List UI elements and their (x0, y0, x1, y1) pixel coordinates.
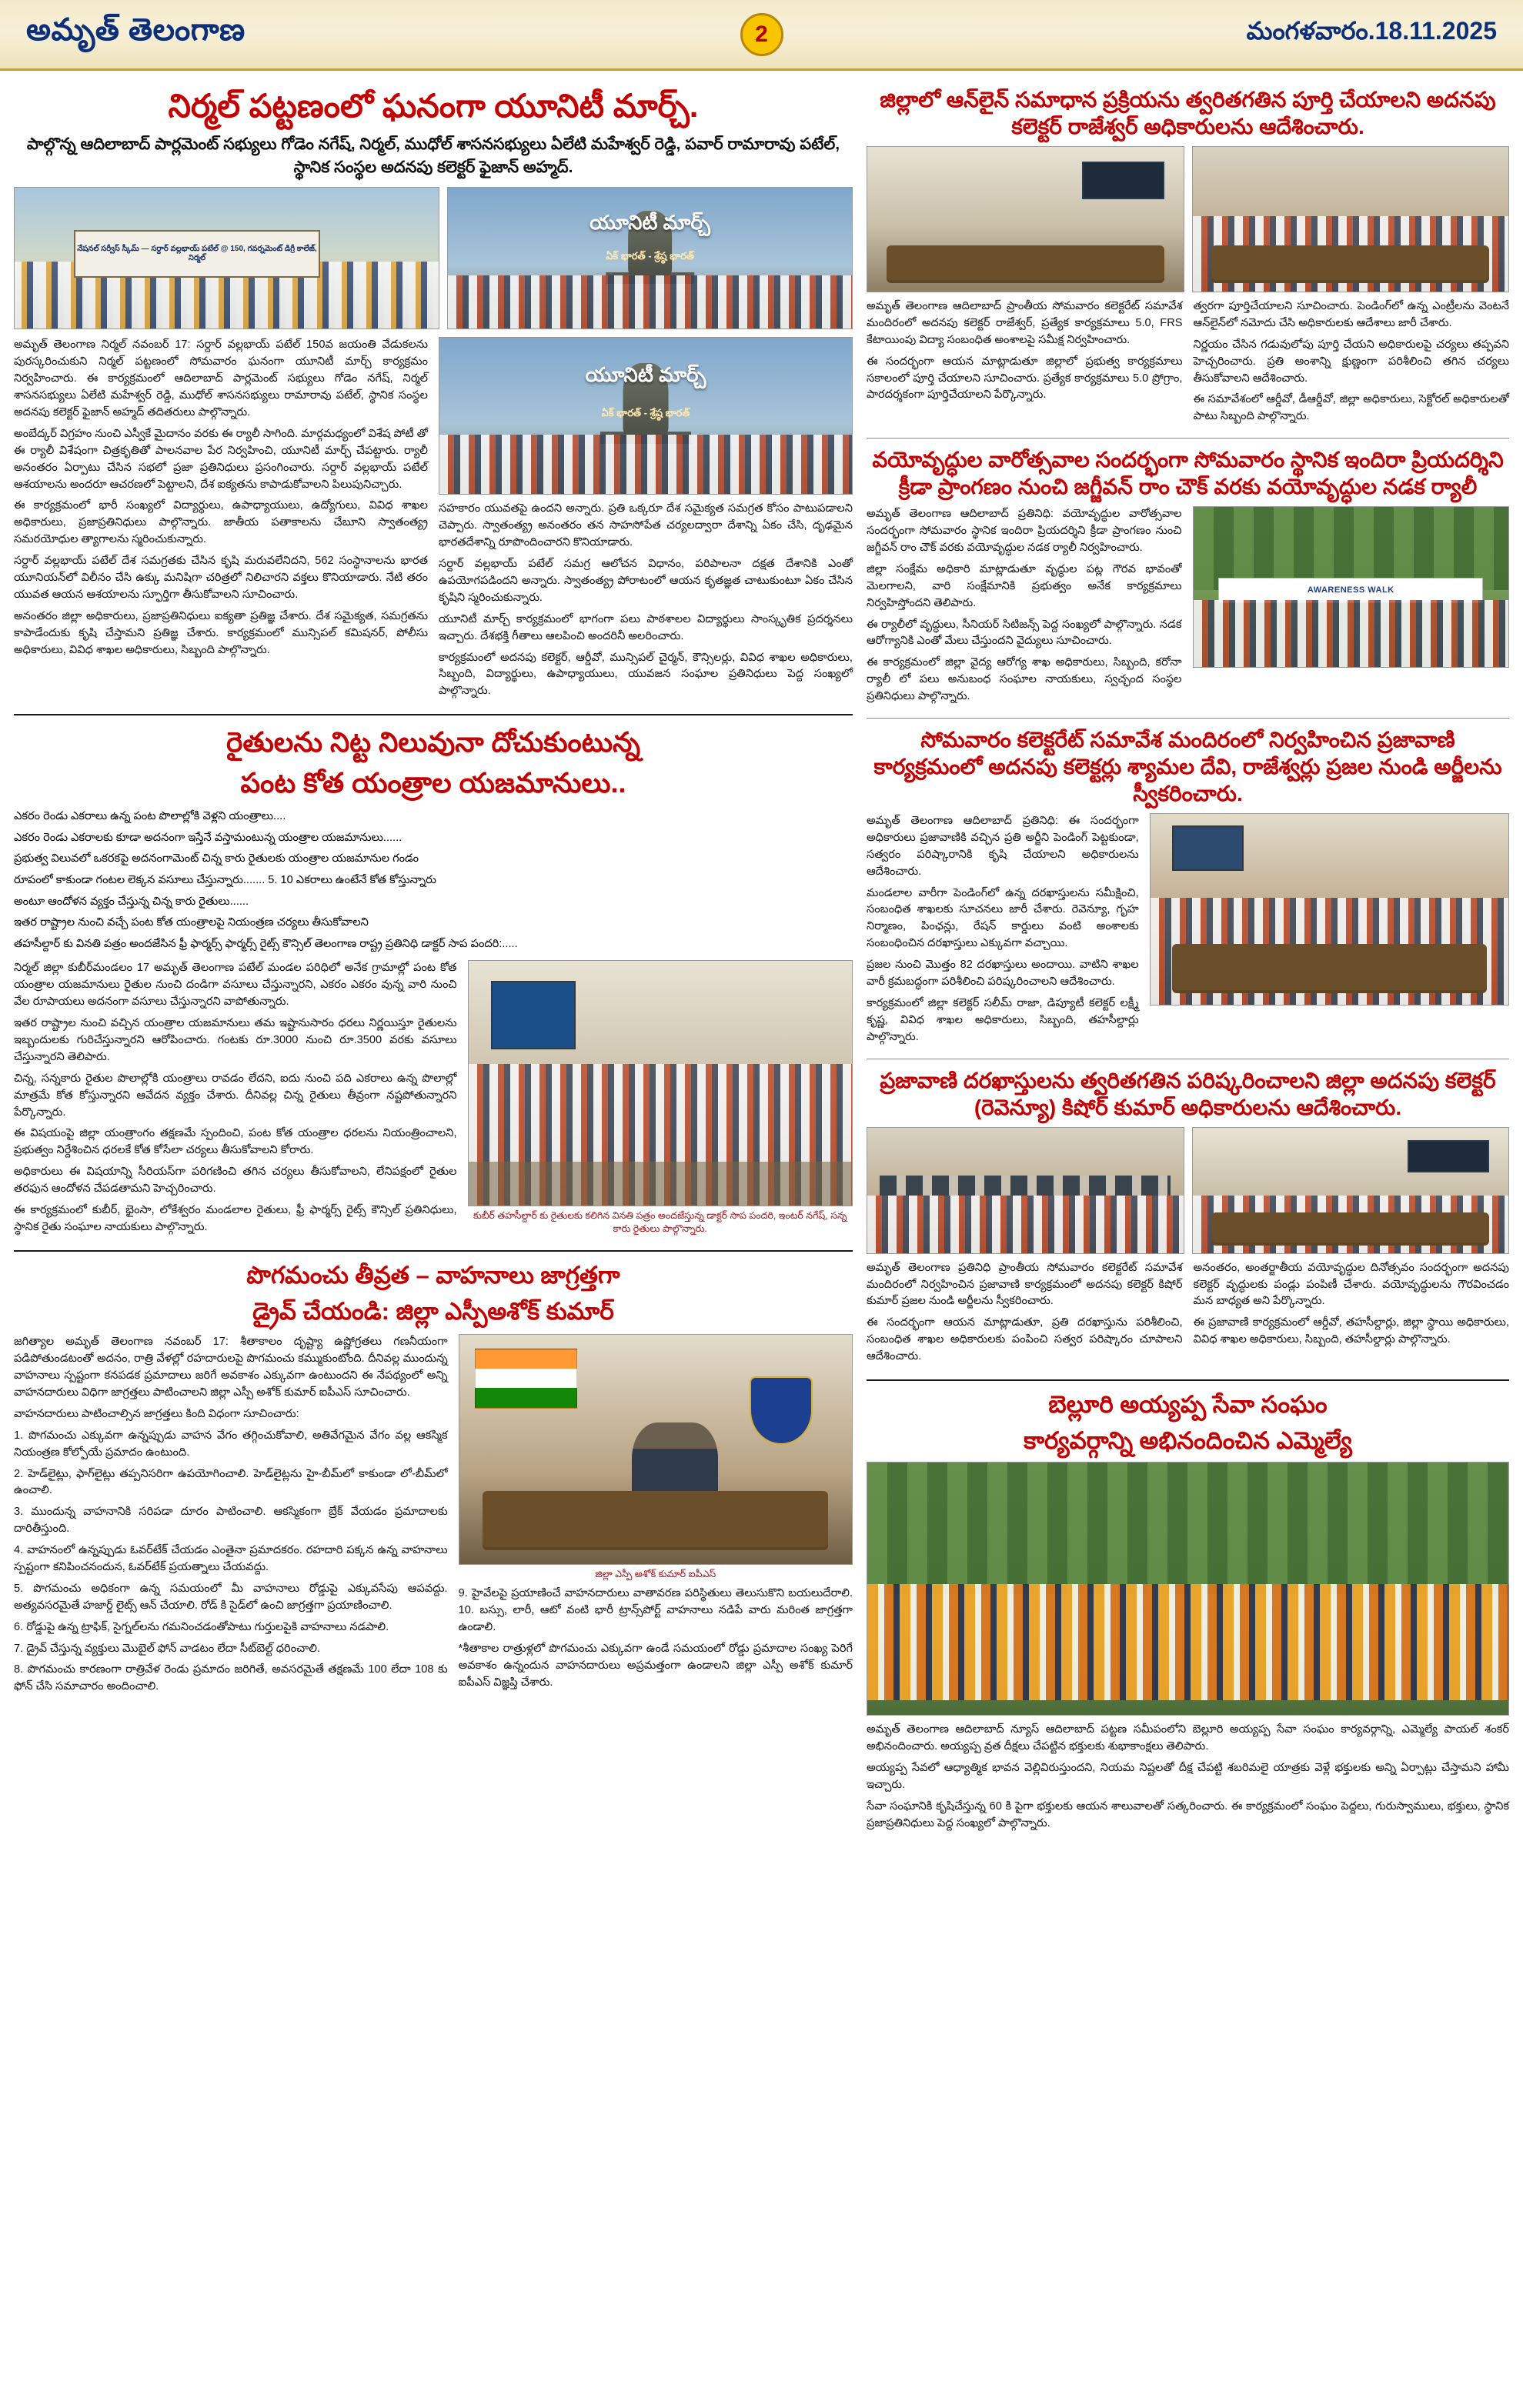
point: 8. పొగమంచు కారణంగా రాత్రివేళ రెండు ప్రమాదం జరిగితే, అవసరమైతే తక్షణమే 100 లేదా 108 కు ఫోన్ చేసి సమాచారం అందించాలి. (14, 1663, 448, 1693)
paragraph: జగిత్యాల అమృత్ తెలంగాణ నవంబర్ 17: శీతాకాలం దృష్ట్యా ఉష్ణోగ్రతలు గణనీయంగా పడిపోతుండటంతో అదనం, రాత్రి వేళల్లో రహదారులపై పొగమంచు కమ్ముకుంటోంది. దీనివల్ల ముందున్న వాహనాలు స్పష్టంగా కనపడక ప్రమాదాలు జరిగే అవకాశం ఎక్కువగా ఉంటుందని ఈ నేపథ్యంలో అన్ని వాహనదారులు విధిగా జాగ్రత్తలు పాటించాలని జిల్లా ఎస్పీ అశోక్ కుమార్ ఐపీఎస్ సూచించారు. (14, 1336, 448, 1399)
unity-march-banner-title: యూనిటీ మార్చ్ (585, 362, 706, 386)
point: 4. వాహనంలో ఉన్నప్పుడు ఓవర్‌టేక్ చేయడం ఎంతైనా ప్రమాదకరం. రహదారి పక్కన ఉన్న వాహనాలు స్పష్టంగా కనిపించనందున, ఓవర్‌టేక్ ప్రయత్నాలు చేయవద్దు. (14, 1544, 448, 1573)
article5-headline: వయోవృద్ధుల వారోత్సవాల సందర్భంగా సోమవారం స్థానిక ఇందిరా ప్రియదర్శిని క్రీడా ప్రాంగణం నుంచి జగ్జీవన్ రాం చౌక్ వరకు వయోవృద్ధుల నడక ర్యాలీ (872, 448, 1504, 499)
article8-headline-line2: కార్యవర్గాన్ని అభినందించిన ఎమ్మెల్యే (1024, 1426, 1352, 1454)
article2-headline-line2: పంట కోత యంత్రాల యజమానులు.. (240, 767, 626, 799)
police-emblem-icon (750, 1376, 813, 1445)
office-desk (483, 1491, 828, 1550)
wall-notice-board (1172, 825, 1244, 872)
photo-people-layer (867, 1196, 1184, 1253)
article7-body-right (1194, 1260, 1510, 1370)
section-divider (867, 1379, 1509, 1381)
photo-additional-collector-desk (867, 146, 1184, 292)
article1-right-side (439, 337, 853, 705)
article6-headline: సోమవారం కలెక్టరేట్ సమావేశ మందిరంలో నిర్వహించిన ప్రజావాణి కార్యక్రమంలో అదనపు కలెక్టర్లు శ్యామల దేవి, రాజేశ్వర్లు ప్రజల నుండి అర్జీలను స్వీకరించారు. (873, 728, 1502, 806)
article7-headline: ప్రజావాణి దరఖాస్తులను త్వరితగతిన పరిష్కరించాలని జిల్లా అదనపు కలెక్టర్ (రెవెన్యూ) కిషోర్ కుమార్ అధికారులను ఆదేశించారు. (880, 1068, 1496, 1119)
office-desk (887, 245, 1164, 283)
paragraph: వాహనదారులు పాటించాల్సిన జాగ్రత్తలు కింది విధంగా సూచించారు: (14, 1407, 299, 1420)
conference-table (1211, 245, 1489, 283)
wall-screen (1408, 1140, 1490, 1172)
article6-content (867, 813, 1509, 1051)
masthead (0, 0, 1523, 71)
paragraph: ఈ కార్యక్రమంలో జిల్లా వైద్య ఆరోగ్య శాఖ అధికారులు, సిబ్బంది, కరోనా ర్యాలీ లో పలు అనుబంధ సంఘాల నాయకులు, స్వచ్ఛంద సంస్థల ప్రతినిధులు పాల్గొన్నారు. (867, 656, 1182, 703)
article5-body (867, 506, 1182, 710)
section-divider (14, 1250, 853, 1252)
article3-text-right (459, 1586, 853, 1691)
unity-march-banner-title: యూనిటీ మార్చ్ (589, 210, 710, 234)
paragraph: ఈ సమావేశంలో ఆర్డీవో, డీఆర్డీవో, జిల్లా అధికారులు, సెక్టోరల్ అధికారులతో పాటు సిబ్బంది పాల్గొన్నారు. (1193, 393, 1509, 423)
article3-text-left (14, 1334, 448, 1700)
article1-body-left (14, 337, 428, 705)
point: ప్రభుత్వ విలువలో ఒకరకపై అదనంగామెంట్ చిన్న కారు రైతులకు యంత్రాల యజమానుల గండం (14, 852, 419, 865)
article2-points (14, 808, 853, 952)
article4-headline: జిల్లాలో ఆన్‌లైన్ సమాధాన ప్రక్రియను త్వరితగతిన పూర్తి చేయాలని అదనపు కలెక్టర్ రాజేశ్వర్ అధికారులను ఆదేశించారు. (880, 88, 1496, 138)
paragraph: అంబేద్కర్ విగ్రహం నుంచి ఎస్వీకే మైదానం వరకు ఈ ర్యాలీ సాగింది. మార్గమధ్యంలో విశేష పోటీ తో ఈ ర్యాలీ విశేషంగా చిత్రకృతితో పాలనవాల పేర నిర్వహించి, యూనిటీ మార్చ్ చేపట్టారు. ర్యాలీ అనంతరం ఏర్పాటు చేసిన సభలో ప్రజా ప్రతినిధులు ప్రసంగించారు. సర్దార్ వల్లభాయ్ పటేల్ ఆశయాలను అందరూ ఆచరణలో పెట్టాలని, దేశ ఐక్యతను కాపాడుకోవాలని పిలుపునిచ్చారు. (14, 427, 428, 491)
article4-photo-row (867, 146, 1509, 292)
paragraph: అమృత్ తెలంగాణ ఆదిలాబాద్ ప్రతినిధి: ఈ సందర్భంగా అధికారులు ప్రజావాణికి వచ్చిన ప్రతి అర్జీని పెండింగ్ పెట్టకుండా, సత్వరం పరిష్కారానికి కృషి చేయాలని అధికారులను ఆదేశించారు. (867, 815, 1139, 878)
paragraph: ప్రజల నుంచి మొత్తం 82 దరఖాస్తులు అందాయి. వాటిని శాఖల వారీ క్రమబద్ధంగా పరిశీలించి పరిష్కరించాలని ఆదేశించారు. (867, 959, 1139, 989)
paragraph: ఈ ర్యాలీలో వృద్ధులు, సీనియర్ సిటిజన్స్ పెద్ద సంఖ్యలో పాల్గొన్నారు. నడక ఆరోగ్యానికి ఎంతో మేలు చేస్తుందని వైద్యులు సూచించారు. (867, 618, 1182, 648)
paragraph: ఇతర రాష్ట్రాల నుంచి వచ్చిన యంత్రాల యజమానులు తమ ఇష్టానుసారం ధరలు నిర్ణయిస్తూ రైతులను ఇబ్బందులకు గురిచేస్తున్నారని ఆరోపించారు. గంటకు రూ.3000 నుంచి రూ.3500 వరకు వసూలు చేస్తున్నారని తెలిపారు. (14, 1017, 457, 1063)
point: 5. పొగమంచు అధికంగా ఉన్న సమయంలో మీ వాహనాలు రోడ్డుపై ఎక్కువసేపు ఆపవద్దు. అత్యవసరమైతే హజార్డ్ లైట్స్ ఆన్ చేయాలి. రోడ్ కి సైడ్‌లో ఉంచి జాగ్రత్తగా ప్రయాణించాలి. (14, 1582, 448, 1612)
office-desk (1211, 1212, 1489, 1245)
paragraph: అధికారులు ఈ విషయాన్ని సీరియస్‌గా పరిగణించి తగిన చర్యలు తీసుకోవాలని, లేనిపక్షంలో రైతుల తరఫున ఆందోళన చేపడతామని హెచ్చరించారు. (14, 1166, 457, 1196)
article4-body-right (1194, 298, 1510, 430)
right-column (867, 82, 1509, 1840)
article2-photo-wrap (468, 960, 853, 1240)
publication-date: మంగళవారం.18.11.2025 (1246, 17, 1497, 45)
point: 9. హైవేలపై ప్రయాణించే వాహనదారులు వాతావరణ పరిస్థితులు తెలుసుకొని బయలుదేరాలి. 10. బస్సు, లారీ, ఆటో వంటి భారీ ట్రాన్స్‌పోర్ట్ వాహనాలు నడిపే వారు మరింత జాగ్రత్తగా ఉండాలి. (458, 1587, 853, 1633)
point: 6. రోడ్డుపై ఉన్న ట్రాఫిక్, సైగ్నల్‌లను గమనించడంతోపాటు గుర్తులపైకి వాహనాలు నడపాలి. (14, 1620, 389, 1633)
point: రూపంలో కాకుండా గంటల లెక్కన వసూలు చేస్తున్నారు....... 5. 10 ఎకరాలు ఉంటేనే కోత కోస్తున్నారు (14, 874, 436, 886)
point: *శీతాకాల రాత్రుళ్లలో పొగమంచు ఎక్కువగా ఉండే సమయంలో రోడ్డు ప్రమాదాల సంఖ్య పెరిగే అవకాశం ఉన్నందున వాహనదారులు అప్రమత్తంగా ఉండాలని జిల్లా ఎస్పీ అశోక్ కుమార్ ఐపీఎస్ విజ్ఞప్తి చేశారు. (458, 1642, 853, 1689)
article-harvester-owners (14, 725, 853, 1241)
article-prajavani-revenue (867, 1067, 1509, 1370)
paragraph: అనంతరం, అంతర్జాతీయ వయోవృద్ధుల దినోత్సవం సందర్భంగా అదనపు కలెక్టర్ వృద్ధులకు పండ్లు పంపిణీ చేశారు. వయోవృద్ధులను గౌరవించడం మన బాధ్యత అని పేర్కొన్నారు. (1193, 1261, 1509, 1308)
article1-headline: నిర్మల్ పట్టణంలో ఘనంగా యూనిటీ మార్చ్. (168, 88, 699, 124)
article-unity-march (14, 86, 853, 705)
article3-right-side (459, 1334, 853, 1700)
paragraph: సర్దార్ వల్లభాయ్ పటేల్ దేశ సమగ్రతకు చేసిన కృషి మరువలేనిదని, 562 సంస్థానాలను భారత యూనియన్‌లో విలీనం చేసి ఉక్కు మనిషిగా చరిత్రలో నిలిచారని వక్తలు కొనియాడారు. నేటి తరం యువత ఆయన ఆశయాలను స్ఫూర్తిగా తీసుకోవాలని సూచించారు. (14, 555, 428, 601)
photo-prajavani-petitions (1150, 813, 1509, 1006)
awareness-walk-banner: AWARENESS WALK (1218, 578, 1483, 603)
paragraph: అమృత్ తెలంగాణ ఆదిలాబాద్ న్యూస్ ఆదిలాబాద్ పట్టణ సమీపంలోని బెల్లూరి అయ్యప్ప సేవా సంఘం కార్యవర్గాన్ని, ఎమ్మెల్యే పాయల్ శంకర్ అభినందించారు. అయ్యప్ప వ్రత దీక్షలు చేపట్టిన భక్తులకు శుభాకాంక్షలు తెలిపారు. (867, 1723, 1509, 1753)
point: 2. హెడ్‌లైట్లు, ఫాగ్‌లైట్లు తప్పనిసరిగా ఉపయోగించాలి. హెడ్‌లైట్లను హై-బీమ్‌లో కాకుండా లో-బీమ్‌లో ఉంచాలి. (14, 1467, 448, 1497)
paragraph: అయ్యప్ప సేవలో ఆధ్యాత్మిక భావన వెల్లివిరుస్తుందని, నియమ నిష్టలతో దీక్ష చేపట్టి శబరిమలై యాత్రకు వెళ్లే భక్తులకు అన్ని ఏర్పాట్లు చేస్తామని హామీ ఇచ్చారు. (867, 1762, 1509, 1792)
paragraph: సేవా సంఘానికి కృషిచేస్తున్న 60 కి పైగా భక్తులకు ఆయన శాలువాలతో సత్కరించారు. ఈ కార్యక్రమంలో సంఘం పెద్దలు, గురుస్వాములు, భక్తులు, స్థానిక ప్రజాప్రతినిధులు పెద్ద సంఖ్యలో పాల్గొన్నారు. (867, 1800, 1509, 1829)
unity-march-banner-sub: ఏక్ భారత్ - శ్రేష్ఠ భారత్ (601, 406, 690, 419)
paragraph: ఈ ప్రజావాణి కార్యక్రమంలో ఆర్డీవో, తహసీల్దార్లు, జిల్లా స్థాయి అధికారులు, వివిధ శాఖల అధికారులు, సిబ్బంది, తహసీల్దార్లు పాల్గొన్నారు. (1193, 1316, 1509, 1346)
paragraph: కార్యక్రమంలో అదనపు కలెక్టర్, ఆర్డీవో, మున్సిపల్ చైర్మన్, కౌన్సిలర్లు, వివిధ శాఖల అధికారులు, సిబ్బంది, విద్యార్థులు, ఉపాధ్యాయులు, యువజన సంఘాల ప్రతినిధులు పెద్ద సంఖ్యలో పాల్గొన్నారు. (439, 651, 853, 698)
article8-body (867, 1722, 1509, 1832)
page-number-badge: 2 (740, 13, 783, 56)
article1-body-right (439, 501, 853, 700)
paragraph: అమృత్ తెలంగాణ ఆదిలాబాద్ ప్రాంతీయ సోమవారం కలెక్టరేట్ సమావేశ మందిరంలో అదనపు కలెక్టర్ రాజేశ్వర్, ప్రత్యేక కార్యక్రమాలు 5.0, FRS కేటాయింపు విద్యా సంబంధిత అంశాలపై సమీక్ష నిర్వహించారు. (867, 300, 1183, 346)
point: 7. డ్రైవ్ చేస్తున్న వ్యక్తులు మొబైల్ ఫోన్ వాడటం లేదా సీట్‌బెల్ట్ ధరించాలి. (14, 1642, 320, 1655)
paragraph: మండలాల వారీగా పెండింగ్‌లో ఉన్న దరఖాస్తులను సమీక్షించి, సంబంధిత శాఖలకు సూచనలు జారీ చేశారు. రెవెన్యూ, గృహ నిర్మాణం, పింఛన్లు, రేషన్ కార్డులు వంటి అంశాలకు సంబంధించిన దరఖాస్తులు ఎక్కువగా వచ్చాయి. (867, 886, 1139, 950)
left-column (14, 82, 853, 1840)
article-fog-advisory (14, 1261, 853, 1700)
paragraph: అనంతరం జిల్లా అధికారులు, ప్రజాప్రతినిధులు ఐక్యతా ప్రతిజ్ఞ చేశారు. దేశ సమైక్యత, సమగ్రతను కాపాడేందుకు కృషి చేస్తామని ప్రతిజ్ఞ చేశారు. కార్యక్రమంలో మున్సిపల్ కమిషనర్, పోలీసు అధికారులు, వివిధ శాఖల అధికారులు, సిబ్బంది పాల్గొన్నారు. (14, 609, 428, 656)
wall-screen (1082, 162, 1164, 199)
paragraph: ఈ విషయంపై జిల్లా యంత్రాంగం తక్షణమే స్పందించి, పంట కోత యంత్రాల ధరలను నియంత్రించాలని, ప్రభుత్వం నిర్దేశించిన ధరలకే కోత కోసేలా చర్యలు తీసుకోవాలని కోరారు. (14, 1127, 457, 1157)
article7-photo-row (867, 1127, 1509, 1254)
article7-body (867, 1260, 1509, 1370)
point: అంటూ ఆందోళన వ్యక్తం చేస్తున్న చిన్న కారు రైతులు...... (14, 895, 249, 908)
unity-march-banner-sub: ఏక్ భారత్ - శ్రేష్ఠ భారత్ (606, 249, 694, 262)
section-divider (867, 438, 1509, 439)
article5-content (867, 506, 1509, 710)
photo-unity-march-stage-1 (447, 187, 853, 329)
article4-body (867, 298, 1509, 430)
paragraph: నిర్మల్ జిల్లా కుబీర్‌మండలం 17 అమృత్ తెలంగాణ పటేల్ మండల పరిధిలో అనేక గ్రామాల్లో పంట కోత యంత్రాల యజమానులు రైతుల నుంచి దండిగా వసూలు చేస్తున్నారని, ఎకరం ఎకరం వున్న వారి నుంచి వేల రూపాయలు అదనంగా వసూలు చేస్తున్నారని వాపోతున్నారు. (14, 962, 457, 1009)
photo-crowd-layer (439, 435, 852, 494)
article1-text-and-photo (14, 337, 853, 705)
paragraph: త్వరగా పూర్తిచేయాలని సూచించారు. పెండింగ్‌లో ఉన్న ఎంట్రీలను వెంటనే ఆన్‌లైన్‌లో నమోదు చేసి అధికారులకు ఆదేశాలు జారీ చేశారు. (1193, 300, 1509, 329)
paragraph: సహకారం యువతపై ఉందని అన్నారు. ప్రతి ఒక్కరూ దేశ సమైక్యత సమగ్రత కోసం పాటుపడాలని చెప్పారు. స్వాతంత్య్ర అనంతరం తన సాహసోపేత చర్యలద్వారా దేశాన్ని ఏకం చేసి, దృఢమైన భారతదేశాన్ని రూపొందించారని కొనియాడారు. (439, 502, 853, 549)
paragraph: సర్దార్ వల్లభాయ్ పటేల్ సమగ్ర ఆలోచన విధానం, పరిపాలనా దక్షత దేశానికి ఎంతో ఉపయోగపడిందని అన్నారు. స్వాతంత్య్ర పోరాటంలో ఆయన కృతజ్ఞత చాటుకుంటూ ఏకం చేసిన కృషిని స్మరించుకున్నారు. (439, 558, 853, 604)
article3-content (14, 1334, 853, 1700)
article3-photo-caption: జిల్లా ఎస్పీ అశోక్ కుమార్ ఐపీఎస్ (595, 1569, 716, 1580)
point: ఇతర రాష్ట్రాల నుంచి వచ్చే పంట కోత యంత్రాలపై నియంత్రణ చర్యలు తీసుకోవాలని (14, 916, 369, 929)
paragraph: ఈ సందర్భంగా ఆయన మాట్లాడుతూ, ప్రతి దరఖాస్తును పరిశీలించి, సంబంధిత శాఖల అధికారులకు పంపించి సత్వర పరిష్కారం చూపాలని ఆదేశించారు. (867, 1316, 1183, 1363)
paragraph: ఈ సందర్భంగా ఆయన మాట్లాడుతూ జిల్లాలో ప్రభుత్వ కార్యక్రమాలు సకాలంలో పూర్తి చేయాలని సూచించారు. ప్రత్యేక కార్యక్రమాలు 5.0 ప్రోగ్రాం, పారదర్శకంగా పూర్తిచేయాలని పేర్కొన్నారు. (867, 355, 1183, 402)
article-elderly-walk-rally (867, 446, 1509, 710)
photo-ayyappa-devotees-felicitation (867, 1462, 1509, 1716)
paragraph: అమృత్ తెలంగాణ ప్రతినిధి ప్రాంతీయ సోమవారం కలెక్టరేట్ సమావేశ మందిరంలో నిర్వహించిన ప్రజావాణి కార్యక్రమంలో అదనపు కలెక్టర్ కిషోర్ కుమార్ ప్రజల నుండి అర్జీలను స్వీకరించారు. (867, 1261, 1183, 1308)
article7-body-left (867, 1260, 1183, 1370)
article-ayyappa-seva-sangham (867, 1390, 1509, 1833)
photo-awareness-walk (1193, 506, 1510, 668)
point: 3. ముందున్న వాహనానికి సరిపడా దూరం పాటించాలి. ఆకస్మికంగా బ్రేక్ వేయడం ప్రమాదాలకు దారితీస్తుంది. (14, 1506, 448, 1536)
article6-body (867, 813, 1139, 1051)
point: ఎకరం రెండు ఎకరాలు ఉన్న పంట పొలాల్లోకి వెళ్లని యంత్రాలు.... (14, 810, 286, 823)
photo-crowd-layer (448, 275, 852, 329)
paragraph: అమృత్ తెలంగాణ ఆదిలాబాద్ ప్రతినిధి: వయోవృద్ధుల వారోత్సవాల సందర్భంగా సోమవారం స్థానిక ఇందిరా ప్రియదర్శిని క్రీడా ప్రాంగణం నుంచి జగ్జీవన్ రాం చౌక్ వరకు వయోవృద్ధుల నడక ర్యాలీ నిర్వహించారు. (867, 508, 1182, 555)
computer-row (880, 1176, 1171, 1196)
photo-unity-march-stage-2 (439, 337, 853, 495)
paragraph: చిన్న, సన్నకారు రైతుల పొలాల్లోకి యంత్రాలు రావడం లేదని, ఐదు నుంచి పది ఎకరాలు ఉన్న పొలాల్లో మాత్రమే కోత కోస్తున్నారని ఆవేదన వ్యక్తం చేశారు. దీనివల్ల చిన్న రైతులు తీవ్రంగా నష్టపోతున్నారని పేర్కొన్నారు. (14, 1072, 457, 1119)
article-prajavani-collectorate (867, 726, 1509, 1051)
page-columns (0, 71, 1523, 1859)
tree-line (867, 1462, 1508, 1594)
section-divider (867, 718, 1509, 719)
paragraph: ఈ కార్యక్రమంలో భారీ సంఖ్యలో విద్యార్థులు, ఉపాధ్యాయులు, ఉద్యోగులు, వివిధ శాఖల అధికారులు, ప్రజాప్రతినిధులు పాల్గొన్నారు. జాతీయ పతాకాలను చేబూని స్వాతంత్య్ర సమరయోధుల త్యాగాలను స్మరించుకున్నారు. (14, 499, 428, 546)
article8-headline-line1: బెల్లూరి అయ్యప్ప సేవా సంఘం (1048, 1390, 1328, 1418)
indian-flag-icon (475, 1349, 577, 1408)
paragraph: యూనిటీ మార్చ్ కార్యక్రమంలో భాగంగా పలు పాఠశాలల విద్యార్థులు సాంస్కృతిక ప్రదర్శనలు ఇచ్చారు. దేశభక్తి గీతాలు ఆలపించి అందరినీ అలరించారు. (439, 612, 853, 642)
article3-headline-line2: డ్రైవ్ చేయండి: జిల్లా ఎస్పీఅశోక్ కుమార్ (252, 1297, 614, 1325)
article2-headline-line1: రైతులను నిట్ట నిలువునా దోచుకుంటున్న (225, 726, 641, 759)
section-divider (14, 714, 853, 715)
photo-review-meeting-hall (1192, 146, 1510, 292)
paragraph: జిల్లా సంక్షేమ అధికారి మాట్లాడుతూ వృద్ధుల పట్ల గౌరవ భావంతో మెలగాలని, వారి సంక్షేమానికి ప్రభుత్వం అనేక కార్యక్రమాలు నిర్వహిస్తోందని తెలిపారు. (867, 562, 1182, 609)
wall-chart (491, 981, 576, 1049)
article1-photo-row-top (14, 187, 853, 329)
conference-table (1172, 944, 1488, 993)
photo-district-sp (459, 1334, 853, 1565)
publication-title: అమృత్ తెలంగాణ (26, 13, 245, 47)
nss-board-text: నేషనల్ సర్వీస్ స్కీమ్ — సర్దార్ వల్లభాయ్ పటేల్ @ 150, గవర్నమెంట్ డిగ్రీ కాలేజ్, నిర్మల్ (74, 230, 320, 278)
point: ఎకరం రెండు ఎకరాలకు కూడా అదనంగా ఇస్తేనే వస్తామంటున్న యంత్రాల యజమానులు...... (14, 831, 402, 844)
devotees-row (867, 1584, 1508, 1700)
paragraph: ఈ కార్యక్రమంలో కుబీర్, భైంసా, లోకేశ్వరం మండలాల రైతులు, ఫ్రీ ఫార్మర్స్ రైట్స్ కౌన్సిల్ ప్రతినిధులు, స్థానిక రైతు సంఘాల నాయకులు పాల్గొన్నారు. (14, 1204, 457, 1233)
article2-body-and-photo (14, 960, 853, 1240)
photo-prajavani-hall (867, 1127, 1184, 1254)
paragraph: నిర్ణయం చేసిన గడువులోపు పూర్తి చేయని అధికారులపై చర్యలు తప్పవని హెచ్చరించారు. ప్రతి అంశాన్ని క్షుణ్ణంగా పరిశీలించి తగిన చర్యలు తీసుకోవాలని ఆదేశించారు. (1193, 338, 1509, 385)
article2-photo-caption: కుబీర్ తహసీల్దార్ కు రైతులకు కలిగిన వినతి పత్రం అందజేస్తున్న డాక్టర్ సాప పందరి, ఇంటర్ నగేష్, సన్న కారు రైతులు పాల్గొన్నారు. (473, 1210, 847, 1235)
article1-subhead: పాల్గొన్న ఆదిలాబాద్ పార్లమెంట్ సభ్యులు గోడెం నగేష్, నిర్మల్, ముధోల్ శాసనసభ్యులు ఏలేటి మహేశ్వర్ రెడ్డి, పవార్ రామారావు పటేల్, స్థానిక సంస్థల అదనపు కలెక్టర్ ఫైజాన్ అహ్మద్. (26, 135, 840, 176)
photo-nss-rally (14, 187, 439, 329)
paragraph: కార్యక్రమంలో జిల్లా కలెక్టర్ సలీమ్ రాజా, డిప్యూటీ కలెక్టర్ లక్ష్మీ కృష్ణ, వివిధ శాఖల అధికారులు, సిబ్బంది, తహసీల్దార్లు పాల్గొన్నారు. (867, 996, 1139, 1043)
point: తహసీల్దార్ కు వినతి పత్రం అందజేసిన ఫ్రీ ఫార్మర్స్ ఫార్మర్స్ రైట్స్ కౌన్సిల్ తెలంగాణ రాష్ట్ర ప్రతినిధి డాక్టర్ సాప పందరి:..... (14, 937, 518, 950)
article4-body-left (867, 298, 1183, 430)
article3-headline-line1: పొగమంచు తీవ్రత – వాహనాలు జాగ్రత్తగా (246, 1261, 620, 1289)
point: 1. పొగమంచు ఎక్కువగా ఉన్నప్పుడు వాహన వేగం తగ్గించుకోవాలి, అతివేగమైన వేగం వల్ల ఆకస్మిక నియంత్రణ కోల్పోయే ప్రమాదం ఉంటుంది. (14, 1429, 448, 1459)
photo-collector-receiving-petitions (1192, 1127, 1510, 1254)
article2-body (14, 960, 457, 1240)
article-online-registration-review (867, 86, 1509, 430)
photo-floor (469, 1162, 852, 1206)
paragraph: అమృత్ తెలంగాణ నిర్మల్ నవంబర్ 17: సర్దార్ వల్లభాయ్ పటేల్ 150వ జయంతి వేడుకలను పురస్కరించుకుని నిర్మల్ పట్టణంలో సోమవారం ఘనంగా యూనిటీ మార్చ్ కార్యక్రమం నిర్వహించారు. ఈ కార్యక్రమంలో ఆదిలాబాద్ పార్లమెంట్ సభ్యులు గోడెం నగేష్, నిర్మల్ శాసనసభ్యులు ఏలేటి మహేశ్వర్ రెడ్డి, ముధోల్ శాసనసభ్యులు రామారావు పటేల్, స్థానిక సంస్థల అదనపు కలెక్టర్ ఫైజాన్ అహ్మద్ తదితరులు పాల్గొన్నారు. (14, 339, 428, 419)
photo-petition-handover (468, 960, 853, 1206)
photo-people-layer (1194, 600, 1509, 667)
